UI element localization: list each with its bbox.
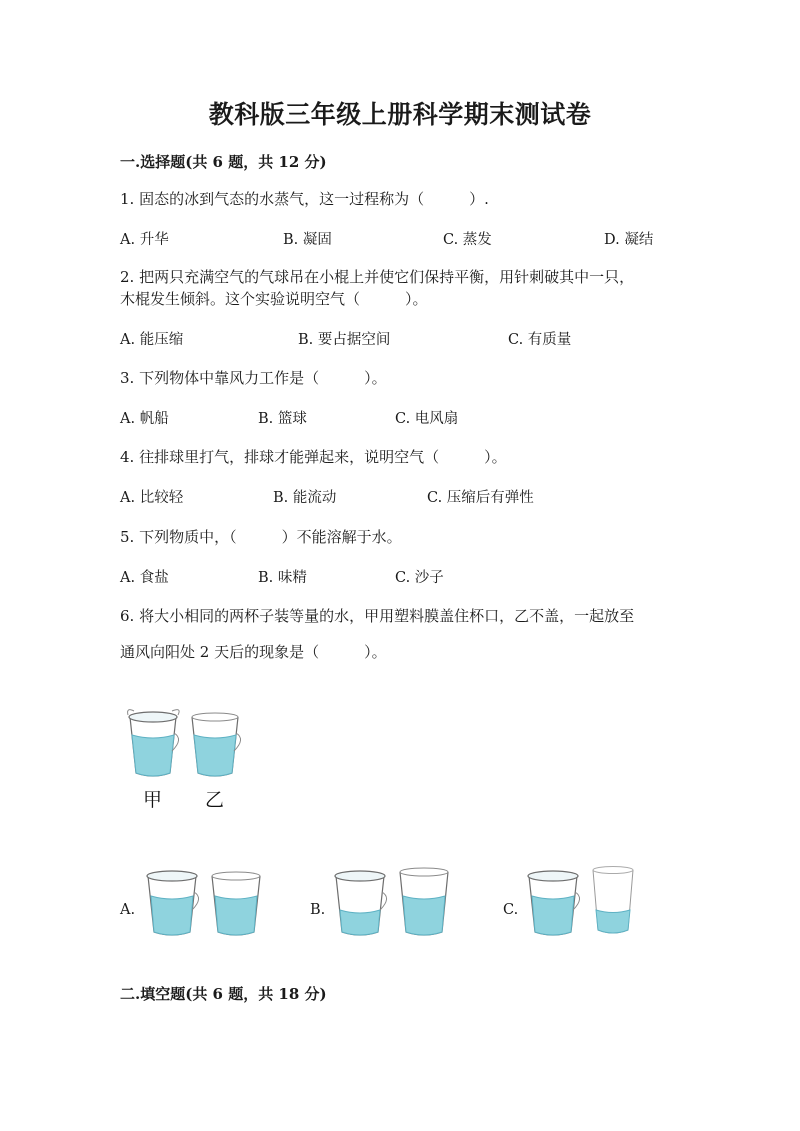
q3-option-c[interactable]: C. 电风扇 xyxy=(395,411,459,427)
q3-option-a[interactable]: A. 帆船 xyxy=(120,411,169,427)
option-c-cups[interactable] xyxy=(525,862,655,942)
q5-option-c[interactable]: C. 沙子 xyxy=(395,570,444,586)
q1-option-a[interactable]: A. 升华 xyxy=(120,232,169,248)
q6-option-a[interactable]: A. xyxy=(120,902,136,918)
question-2-line-2: 木棍发生倾斜。这个实验说明空气（ ）。 xyxy=(120,290,428,308)
q5-option-b[interactable]: B. 味精 xyxy=(258,570,307,586)
question-6-line-1: 6. 将大小相同的两杯子装等量的水，甲用塑料膜盖住杯口，乙不盖，一起放至 xyxy=(120,607,635,625)
question-6-line-2: 通风向阳处 2 天后的现象是（ ）。 xyxy=(120,643,387,661)
section-heading-choice: 一.选择题(共 6 题，共 12 分) xyxy=(120,153,327,171)
q5-option-a[interactable]: A. 食盐 xyxy=(120,570,169,586)
q2-option-b[interactable]: B. 要占据空间 xyxy=(298,332,391,348)
q2-option-c[interactable]: C. 有质量 xyxy=(508,332,572,348)
q6-option-c[interactable]: C. xyxy=(503,902,519,918)
q6-option-b[interactable]: B. xyxy=(310,902,326,918)
cup-jia-covered xyxy=(128,710,180,776)
question-1: 1. 固态的冰到气态的水蒸气，这一过程称为（ ）. xyxy=(120,190,489,208)
page-title: 教科版三年级上册科学期末测试卷 xyxy=(208,100,592,129)
q4-option-c[interactable]: C. 压缩后有弹性 xyxy=(427,490,534,506)
question-2-line-1: 2. 把两只充满空气的气球吊在小棍上并使它们保持平衡，用针刺破其中一只， xyxy=(120,268,635,286)
q1-option-d[interactable]: D. 凝结 xyxy=(604,232,654,248)
option-a-cups[interactable] xyxy=(140,862,270,942)
figure-label-jia: 甲 xyxy=(143,789,163,811)
cup-yi-uncovered xyxy=(192,713,241,776)
q1-option-b[interactable]: B. 凝固 xyxy=(283,232,332,248)
reference-cups-figure xyxy=(120,705,250,785)
question-4: 4. 往排球里打气，排球才能弹起来，说明空气（ ）。 xyxy=(120,448,507,466)
q4-option-a[interactable]: A. 比较轻 xyxy=(120,490,184,506)
q1-option-c[interactable]: C. 蒸发 xyxy=(443,232,492,248)
question-3: 3. 下列物体中靠风力工作是（ ）。 xyxy=(120,369,387,387)
q4-option-b[interactable]: B. 能流动 xyxy=(273,490,337,506)
option-b-cups[interactable] xyxy=(330,862,460,942)
q3-option-b[interactable]: B. 篮球 xyxy=(258,411,307,427)
q2-option-a[interactable]: A. 能压缩 xyxy=(120,332,184,348)
section-heading-fill-blank: 二.填空题(共 6 题，共 18 分) xyxy=(120,985,327,1003)
question-5: 5. 下列物质中，（ ）不能溶解于水。 xyxy=(120,528,402,546)
figure-label-yi: 乙 xyxy=(205,789,225,811)
